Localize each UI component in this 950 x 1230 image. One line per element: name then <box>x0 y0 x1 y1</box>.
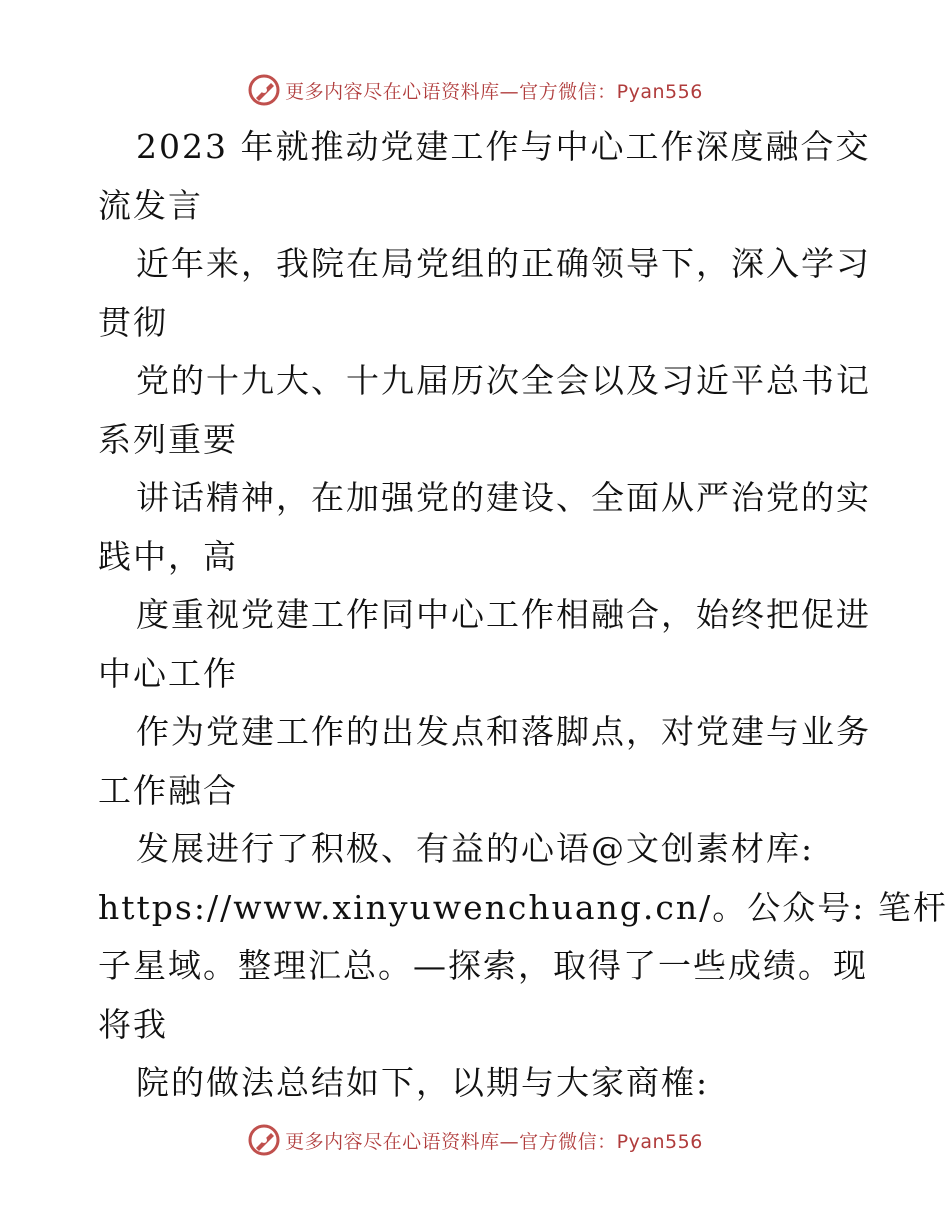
doc-line: 将我 <box>98 1004 168 1044</box>
doc-line: 作为党建工作的出发点和落脚点，对党建与业务 <box>136 712 871 751</box>
doc-line: 工作融合 <box>98 770 238 810</box>
doc-line: 2023 年就推动党建工作与中心工作深度融合交 <box>136 127 871 166</box>
pen-logo-icon <box>247 73 281 107</box>
watermark-banner-top <box>0 70 950 110</box>
doc-line: 贯彻 <box>98 302 168 342</box>
doc-line: 党的十九大、十九届历次全会以及习近平总书记 <box>136 361 871 400</box>
doc-line: 度重视党建工作同中心工作相融合，始终把促进 <box>136 595 871 634</box>
doc-line: 中心工作 <box>98 653 238 693</box>
doc-line: 发展进行了积极、有益的心语@文创素材库: <box>136 829 815 868</box>
doc-line: 践中，高 <box>98 536 238 576</box>
doc-line: 院的做法总结如下，以期与大家商榷: <box>136 1063 710 1102</box>
doc-line: 近年来，我院在局党组的正确领导下，深入学习 <box>136 244 871 283</box>
doc-line: https://www.xinyuwenchuang.cn/。公众号: 笔杆 <box>98 887 948 927</box>
doc-line: 讲话精神，在加强党的建设、全面从严治党的实 <box>136 478 871 517</box>
watermark-banner-bottom <box>0 1120 950 1160</box>
watermark-text: 更多内容尽在心语资料库—官方微信：Pyan556 <box>285 80 703 103</box>
doc-line: 流发言 <box>98 185 203 225</box>
doc-line: 系列重要 <box>98 419 238 459</box>
watermark-text: 更多内容尽在心语资料库—官方微信：Pyan556 <box>285 1130 703 1153</box>
pen-logo-icon <box>247 1123 281 1157</box>
document-body <box>98 118 948 1113</box>
doc-line: 子星域。整理汇总。—探索，取得了一些成绩。现 <box>98 946 868 985</box>
